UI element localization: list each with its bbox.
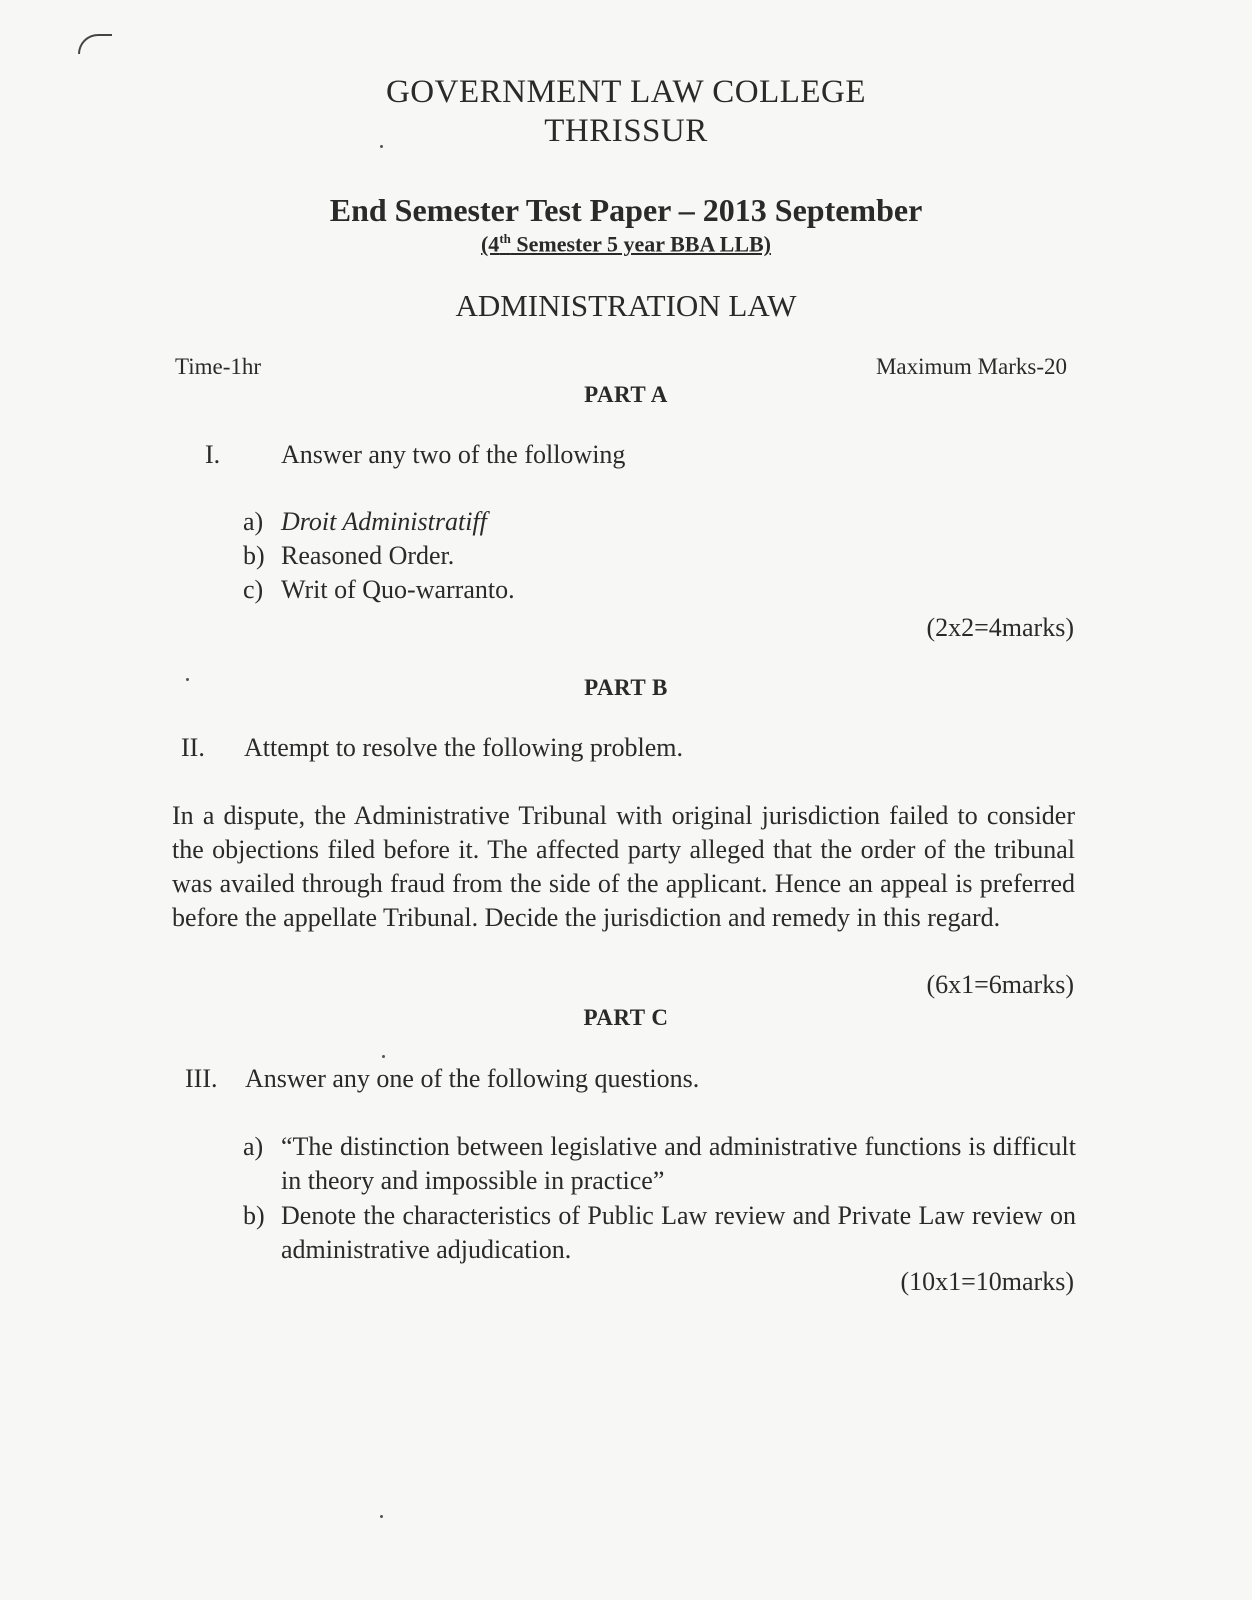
part-a-item-a-label: a) bbox=[243, 507, 264, 536]
part-c-instruction: Answer any one of the following questions. bbox=[245, 1064, 700, 1093]
part-c-item-a-label: a) bbox=[243, 1132, 264, 1161]
scan-speck bbox=[382, 1055, 385, 1058]
scan-speck bbox=[380, 145, 383, 148]
scan-speck bbox=[380, 1515, 383, 1518]
part-a-item-b: Reasoned Order. bbox=[281, 541, 455, 570]
part-a-item-c: Writ of Quo-warranto. bbox=[281, 575, 515, 604]
part-b-problem: In a dispute, the Administrative Tribunal with original jurisdiction failed to consider the objections filed before it. The affected party alleged that the order of the tribunal was availed through fraud from the side of the applicant. Hence an appeal is preferred before the appellate Tribunal. Decide the jurisdiction and remedy in this regard. bbox=[172, 801, 1075, 932]
part-c-item-b-label: b) bbox=[243, 1201, 265, 1230]
scan-speck bbox=[186, 678, 189, 681]
part-c-item-a bbox=[243, 1130, 1078, 1198]
part-a-item-a: Droit Administratiff bbox=[281, 507, 487, 536]
college-name: GOVERNMENT LAW COLLEGE bbox=[385, 74, 867, 110]
part-b-number: II. bbox=[181, 733, 205, 762]
part-a-marks: (2x2=4marks) bbox=[926, 613, 1074, 642]
part-b-instruction: Attempt to resolve the following problem. bbox=[244, 733, 684, 762]
college-city: THRISSUR bbox=[544, 113, 708, 149]
subject-title: ADMINISTRATION LAW bbox=[455, 288, 797, 323]
part-c-item-a-text: “The distinction between legislative and administrative functions is difficult in theory and impossible in practice” bbox=[281, 1132, 1076, 1195]
part-b-marks: (6x1=6marks) bbox=[926, 970, 1074, 999]
exam-title: End Semester Test Paper – 2013 September bbox=[329, 192, 923, 228]
part-c-heading: PART C bbox=[583, 1005, 669, 1030]
part-a-item-c-label: c) bbox=[243, 575, 264, 604]
exam-subtitle: (4th Semester 5 year BBA LLB) bbox=[480, 231, 771, 257]
maximum-marks: Maximum Marks-20 bbox=[875, 354, 1067, 379]
part-a-item-b-label: b) bbox=[243, 541, 265, 570]
scan-corner-mark bbox=[78, 34, 112, 54]
part-c-item-b-text: Denote the characteristics of Public Law review and Private Law review on administrative adjudication. bbox=[281, 1201, 1076, 1264]
part-c-item-b bbox=[243, 1199, 1078, 1267]
part-b-heading: PART B bbox=[584, 675, 668, 700]
part-a-heading: PART A bbox=[584, 382, 668, 407]
part-a-number: I. bbox=[205, 440, 221, 469]
part-c-marks: (10x1=10marks) bbox=[900, 1267, 1074, 1296]
part-a-instruction: Answer any two of the following bbox=[281, 440, 626, 469]
exam-time: Time-1hr bbox=[175, 354, 262, 379]
part-c-number: III. bbox=[185, 1064, 218, 1093]
